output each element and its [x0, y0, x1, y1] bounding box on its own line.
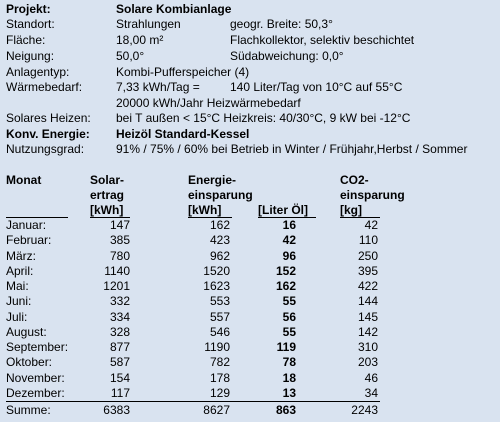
row-solar: 877: [109, 340, 130, 354]
row-month: August:: [6, 324, 47, 339]
sum-label: Summe:: [6, 403, 51, 417]
conv-energy-label: Konv. Energie:: [6, 127, 90, 141]
col-header-oil-3: [Liter Öl]: [258, 203, 308, 217]
row-saving: 162: [209, 218, 230, 232]
row-oil: 55: [282, 324, 296, 339]
conv-energy-value: Heizöl Standard-Kessel: [116, 127, 250, 141]
row-month: Dezember:: [6, 385, 65, 400]
sum-co2: 2243: [351, 403, 378, 417]
row-month: September:: [6, 340, 69, 354]
row-saving: 553: [209, 294, 230, 309]
row-co2: 42: [364, 218, 378, 232]
row-saving: 1520: [203, 263, 230, 278]
col-header-solar-3: [kWh]: [90, 203, 124, 217]
row-solar: 334: [109, 309, 130, 324]
project-label: Projekt:: [6, 2, 51, 16]
row-solar: 147: [109, 218, 130, 232]
heat-demand-label: Wärmebedarf:: [6, 80, 83, 94]
row-oil: 55: [282, 294, 296, 309]
row-co2: 395: [357, 263, 378, 278]
row-solar: 780: [109, 248, 130, 263]
row-solar: 587: [109, 355, 130, 370]
area-value: 18,00 m²: [116, 33, 164, 47]
location-value: Strahlungen: [116, 17, 181, 31]
row-co2: 422: [357, 279, 378, 293]
row-co2: 145: [357, 309, 378, 324]
efficiency-label: Nutzungsgrad:: [6, 142, 85, 156]
row-month: Juni:: [6, 294, 32, 309]
heat-demand-value: 7,33 kWh/Tag =: [116, 80, 200, 94]
row-month: Februar:: [6, 233, 52, 248]
area-label: Fläche:: [6, 33, 46, 47]
row-co2: 34: [364, 385, 378, 400]
solar-heating-value: bei T außen < 15°C Heizkreis: 40/30°C, 9 kW bei -12°C: [116, 111, 411, 125]
row-saving: 178: [209, 370, 230, 385]
tilt-value: 50,0°: [116, 49, 145, 63]
row-saving: 782: [209, 355, 230, 370]
row-saving: 1190: [204, 340, 230, 354]
heat-demand-annual: 20000 kWh/Jahr Heizwärmebedarf: [116, 96, 301, 110]
row-saving: 546: [209, 324, 230, 339]
row-month: Mai:: [6, 279, 29, 293]
sum-oil: 863: [275, 403, 296, 417]
row-co2: 144: [357, 294, 378, 309]
col-header-co2-1: CO2-: [340, 173, 369, 187]
row-oil: 16: [282, 218, 296, 232]
solar-heating-label: Solares Heizen:: [6, 111, 91, 125]
row-solar: 332: [109, 294, 130, 309]
row-month: Januar:: [6, 218, 47, 232]
project-name: Solare Kombianlage: [116, 2, 232, 16]
row-month: November:: [6, 370, 65, 385]
row-solar: 1201: [103, 279, 130, 293]
collector-type: Flachkollektor, selektiv beschichtet: [230, 33, 415, 47]
row-oil: 18: [282, 370, 296, 385]
row-solar: 154: [109, 370, 130, 385]
row-solar: 385: [109, 233, 130, 248]
row-saving: 962: [209, 248, 230, 263]
row-solar: 328: [109, 324, 130, 339]
row-oil: 42: [282, 233, 296, 248]
col-header-co2-3: [kg]: [340, 203, 362, 217]
efficiency-value: 91% / 75% / 60% bei Betrieb in Winter / Frühjahr,Herbst / Sommer: [116, 142, 468, 156]
col-header-solar-1: Solar-: [90, 173, 125, 187]
row-solar: 117: [110, 385, 130, 400]
row-saving: 557: [209, 309, 230, 324]
col-header-month: Monat: [6, 173, 42, 187]
row-oil: 119: [276, 340, 296, 354]
row-oil: 78: [282, 355, 296, 370]
system-type-value: Kombi-Pufferspeicher (4): [116, 65, 250, 79]
col-header-solar-2: ertrag: [90, 188, 125, 202]
row-co2: 142: [357, 324, 378, 339]
heat-demand-detail: 140 Liter/Tag von 10°C auf 55°C: [230, 80, 403, 94]
col-header-co2-2: einsparung: [340, 188, 405, 202]
row-saving: 129: [209, 385, 230, 400]
row-co2: 46: [364, 370, 378, 385]
latitude-value: geogr. Breite: 50,3°: [230, 17, 333, 31]
row-oil: 162: [275, 279, 296, 293]
row-solar: 1140: [104, 263, 130, 278]
tilt-label: Neigung:: [6, 49, 55, 63]
row-month: April:: [6, 263, 34, 278]
row-saving: 423: [209, 233, 230, 248]
azimuth-value: Südabweichung: 0,0°: [230, 49, 344, 63]
row-oil: 56: [282, 309, 296, 324]
col-header-saving-3: [kWh]: [188, 203, 222, 217]
row-month: März:: [6, 248, 36, 263]
row-oil: 13: [282, 385, 296, 400]
location-label: Standort:: [6, 17, 55, 31]
col-header-saving-2: einsparung: [188, 188, 253, 202]
row-month: Oktober:: [6, 355, 53, 370]
sum-divider: [6, 401, 380, 402]
sum-saving: 8627: [203, 403, 230, 417]
row-co2: 203: [357, 355, 378, 370]
row-month: Juli:: [6, 309, 28, 324]
row-co2: 250: [357, 248, 378, 263]
row-oil: 96: [282, 248, 296, 263]
system-type-label: Anlagentyp:: [6, 65, 70, 79]
row-co2: 110: [358, 233, 378, 248]
row-oil: 152: [275, 263, 296, 278]
sum-solar: 6383: [103, 403, 130, 417]
row-co2: 310: [357, 340, 378, 354]
row-saving: 1623: [203, 279, 230, 293]
col-header-saving-1: Energie-: [188, 173, 237, 187]
